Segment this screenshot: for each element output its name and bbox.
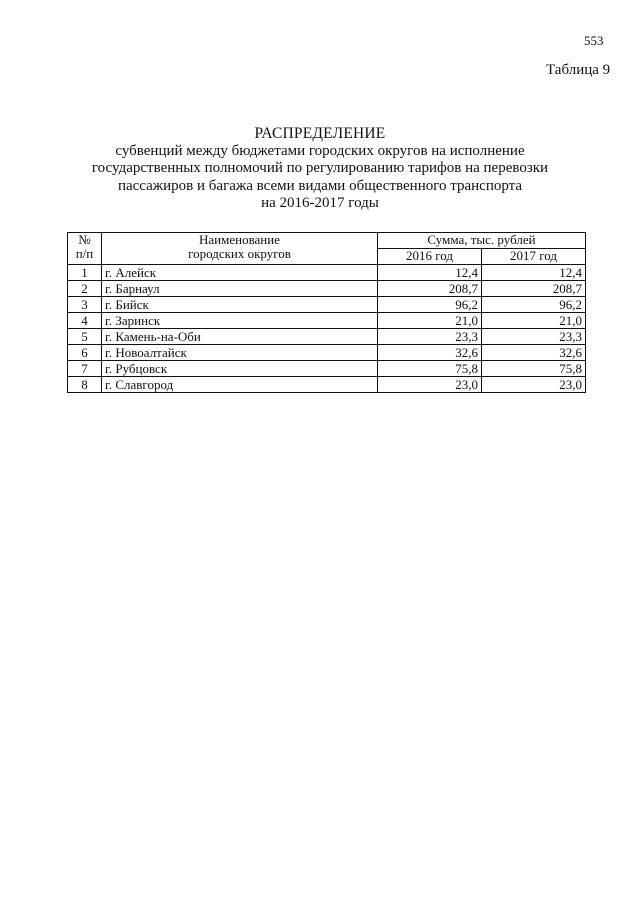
header-name-line2: городских округов bbox=[188, 246, 291, 261]
row-district: г. Бийск bbox=[102, 297, 378, 313]
row-number: 6 bbox=[68, 345, 102, 361]
row-district: г. Новоалтайск bbox=[102, 345, 378, 361]
row-amount-2016: 75,8 bbox=[378, 361, 482, 377]
row-amount-2016: 96,2 bbox=[378, 297, 482, 313]
row-amount-2017: 96,2 bbox=[482, 297, 586, 313]
row-amount-2016: 23,0 bbox=[378, 377, 482, 393]
document-heading bbox=[80, 125, 560, 213]
row-amount-2017: 32,6 bbox=[482, 345, 586, 361]
header-row bbox=[68, 233, 586, 249]
table-header bbox=[68, 233, 586, 265]
row-amount-2016: 12,4 bbox=[378, 265, 482, 281]
distribution-table bbox=[67, 232, 586, 393]
row-amount-2016: 21,0 bbox=[378, 313, 482, 329]
header-year-2017: 2017 год bbox=[482, 249, 586, 265]
row-amount-2017: 23,3 bbox=[482, 329, 586, 345]
row-number: 7 bbox=[68, 361, 102, 377]
heading-line: государственных полномочий по регулированию тарифов на перевозки bbox=[91, 160, 549, 176]
header-number-sign: № bbox=[78, 232, 91, 247]
header-number-abbr: п/п bbox=[75, 246, 94, 261]
table-row bbox=[68, 297, 586, 313]
table-label: Таблица 9 bbox=[546, 62, 611, 78]
row-amount-2017: 21,0 bbox=[482, 313, 586, 329]
row-district: г. Алейск bbox=[102, 265, 378, 281]
row-amount-2017: 75,8 bbox=[482, 361, 586, 377]
header-number bbox=[68, 233, 102, 265]
row-amount-2016: 23,3 bbox=[378, 329, 482, 345]
row-number: 8 bbox=[68, 377, 102, 393]
row-amount-2017: 23,0 bbox=[482, 377, 586, 393]
row-district: г. Рубцовск bbox=[102, 361, 378, 377]
row-district: г. Барнаул bbox=[102, 281, 378, 297]
row-number: 4 bbox=[68, 313, 102, 329]
page-number: 553 bbox=[584, 33, 604, 48]
row-amount-2017: 208,7 bbox=[482, 281, 586, 297]
row-district: г. Славгород bbox=[102, 377, 378, 393]
row-amount-2016: 32,6 bbox=[378, 345, 482, 361]
row-number: 5 bbox=[68, 329, 102, 345]
row-number: 2 bbox=[68, 281, 102, 297]
heading-line: на 2016-2017 годы bbox=[261, 195, 379, 211]
heading-title: РАСПРЕДЕЛЕНИЕ bbox=[254, 125, 386, 142]
heading-line: субвенций между бюджетами городских округов на исполнение bbox=[115, 142, 525, 159]
row-number: 3 bbox=[68, 297, 102, 313]
table-row bbox=[68, 329, 586, 345]
table-row bbox=[68, 361, 586, 377]
row-number: 1 bbox=[68, 265, 102, 281]
table-row bbox=[68, 265, 586, 281]
table-row bbox=[68, 313, 586, 329]
table-row bbox=[68, 281, 586, 297]
header-year-2016: 2016 год bbox=[378, 249, 482, 265]
header-name bbox=[102, 233, 378, 265]
row-amount-2016: 208,7 bbox=[378, 281, 482, 297]
table-row bbox=[68, 377, 586, 393]
header-sum: Сумма, тыс. рублей bbox=[378, 233, 586, 249]
row-district: г. Камень-на-Оби bbox=[102, 329, 378, 345]
header-name-line1: Наименование bbox=[199, 232, 280, 247]
table-body bbox=[68, 265, 586, 393]
heading-line: пассажиров и багажа всеми видами общественного транспорта bbox=[117, 177, 523, 194]
row-district: г. Заринск bbox=[102, 313, 378, 329]
row-amount-2017: 12,4 bbox=[482, 265, 586, 281]
table-row bbox=[68, 345, 586, 361]
